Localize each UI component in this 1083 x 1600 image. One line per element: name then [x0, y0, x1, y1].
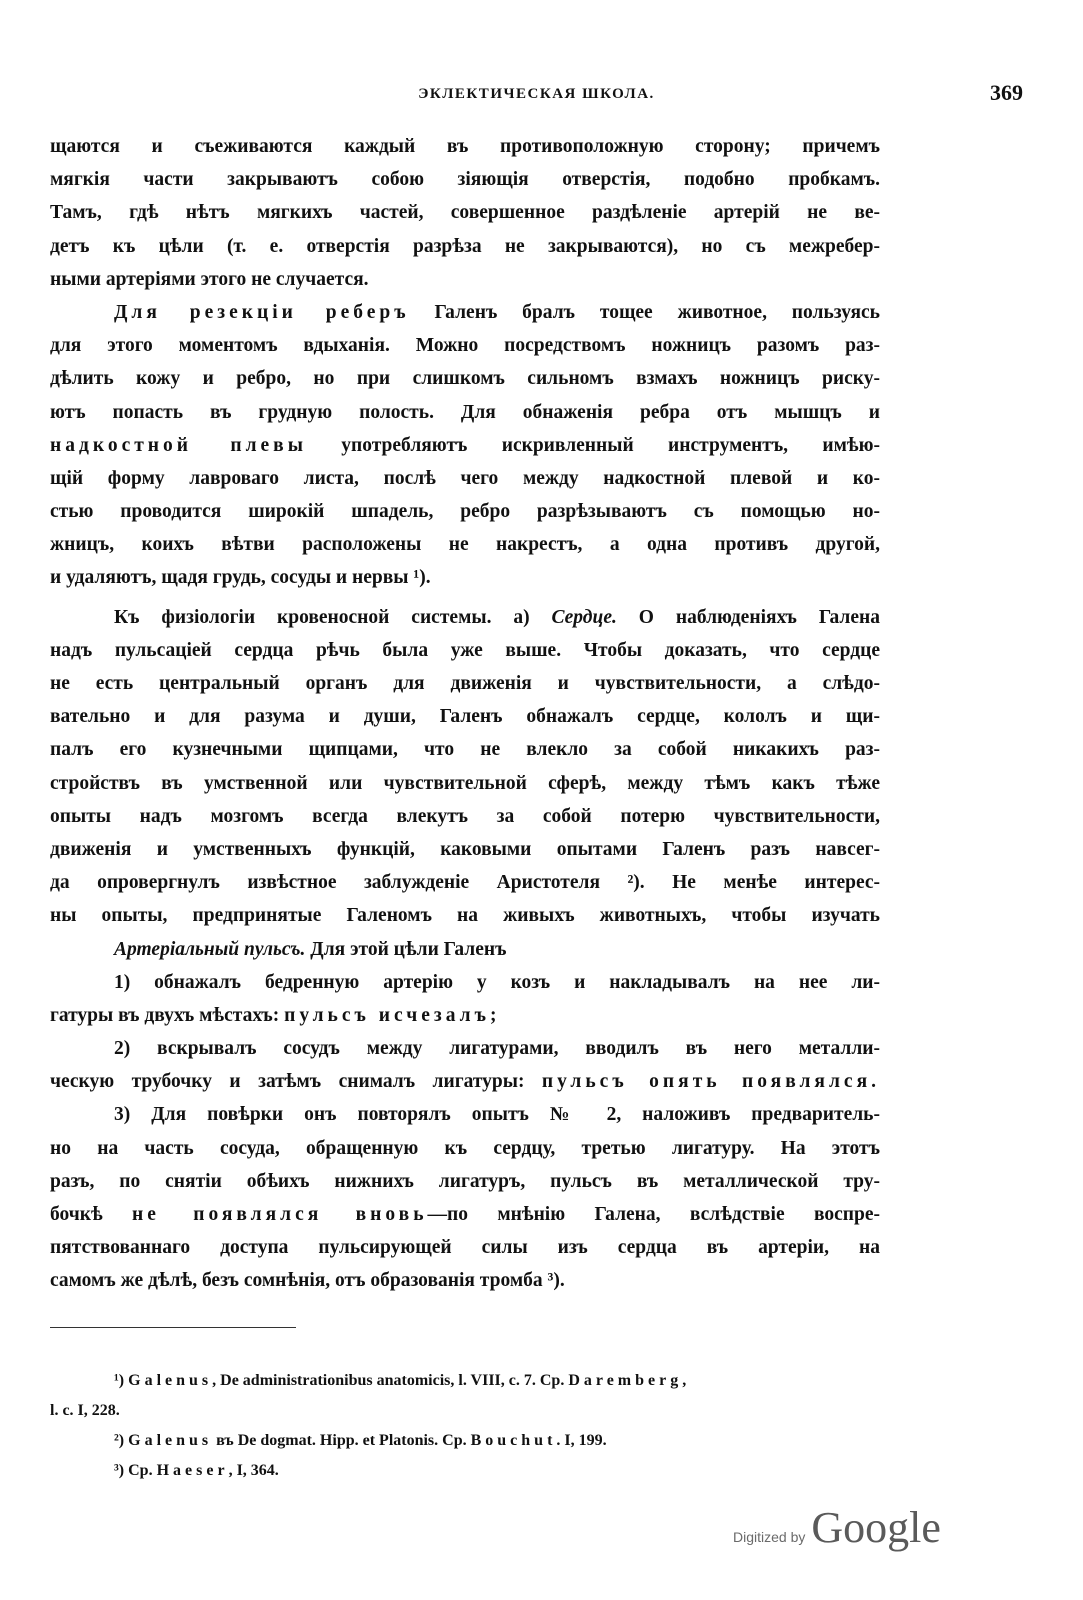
digitized-watermark — [733, 1502, 941, 1562]
text-line: Для резекціи реберъ Галенъ бралъ тощее животное, пользуясь — [114, 301, 880, 323]
text-line: ными артеріями этого не случается. — [50, 268, 369, 290]
google-logo: Google — [811, 1503, 941, 1552]
text-line: надъ пульсаціей сердца рѣчь была уже выше. Чтобы доказать, что сердце — [50, 639, 880, 661]
footnote-2: ²) Galenus въ De dogmat. Hipp. et Platonis. Cp. Bouchut. I, 199. — [114, 1432, 607, 1449]
text-line: Къ физіологіи кровеносной системы. а) Сердце. О наблюденіяхъ Галена — [114, 606, 880, 628]
text-line: Артеріальный пульсъ. Для этой цѣли Галенъ — [114, 938, 507, 960]
spaced-term: надкостной плевы — [50, 434, 307, 456]
text-line: щаются и съеживаются каждый въ противоположную сторону; причемъ — [50, 136, 880, 157]
italic-term: Артеріальный пульсъ. — [114, 938, 306, 960]
text-line: ны опыты, предпринятые Галеномъ на живыхъ животныхъ, чтобы изучать — [50, 905, 880, 927]
watermark-prefix: Digitized by — [733, 1529, 806, 1545]
text-line: 3) Для повѣрки онъ повторялъ опытъ № 2, наложивъ предваритель- — [114, 1104, 880, 1126]
text-line: да опровергнулъ извѣстное заблужденіе Аристотеля ²). Не менѣе интерес- — [50, 872, 880, 894]
text-line: движенія и умственныхъ функцій, каковыми опытами Галенъ разъ навсег- — [50, 838, 880, 860]
footnotes — [50, 1366, 880, 1486]
text-line: вательно и для разума и души, Галенъ обнажалъ сердце, кололъ и щи- — [50, 706, 880, 728]
text-line: бочкѣ не появлялся вновь—по мнѣнію Галена, вслѣдствіе воспре- — [50, 1204, 880, 1225]
text-line: пятствованнаго доступа пульсирующей силы изъ сердца въ артеріи, на — [50, 1237, 880, 1259]
footnote-1-continued: l. c. I, 228. — [50, 1402, 120, 1419]
text-line: самомъ же дѣлѣ, безъ сомнѣнія, отъ образованія тромба ³). — [50, 1270, 565, 1292]
spaced-term: Для резекціи реберъ — [114, 301, 410, 323]
text-line: не есть центральный органъ для движенія и чувствительности, а слѣдо- — [50, 673, 880, 694]
text-line: детъ къ цѣли (т. е. отверстія разрѣза не закрываются), но съ межребер- — [50, 235, 880, 257]
page-header — [50, 76, 1023, 110]
text-line: Тамъ, гдѣ нѣтъ мягкихъ частей, совершенное раздѣленіе артерій не ве- — [50, 202, 880, 224]
spaced-term: пульсъ исчезалъ; — [284, 1004, 501, 1026]
text-line: 1) обнажалъ бедренную артерію у козъ и накладывалъ на нее ли- — [114, 971, 880, 993]
spaced-term: не появлялся вновь — [132, 1204, 428, 1225]
text-line: стью проводится широкій шпадель, ребро разрѣзываютъ съ помощью но- — [50, 501, 880, 523]
text-line: ческую трубочку и затѣмъ снималъ лигатуры: пульсъ опять появлялся. — [50, 1071, 880, 1093]
text-line: щій форму лавроваго листа, послѣ чего между надкостной плевой и ко- — [50, 467, 880, 489]
page-number: 369 — [990, 80, 1023, 105]
footnote-3: ³) Cp. Haeser, I, 364. — [114, 1462, 279, 1479]
text-line: надкостной плевы употребляютъ искривленный инструментъ, имѣю- — [50, 434, 880, 456]
main-text — [50, 130, 880, 1298]
text-line: для этого моментомъ вдыханія. Можно посредствомъ ножницъ разомъ раз- — [50, 335, 880, 357]
text-line: разъ, по снятіи обѣихъ нижнихъ лигатуръ, пульсъ въ металлической тру- — [50, 1170, 880, 1192]
text-line: дѣлить кожу и ребро, но при слишкомъ сильномъ взмахъ ножницъ риску- — [50, 368, 880, 390]
spaced-term: пульсъ опять появлялся. — [541, 1071, 880, 1093]
footnote-1: ¹) Galenus, De administrationibus anatomicis, l. VIII, c. 7. Cp. Daremberg, — [114, 1372, 687, 1389]
text-line: и удаляютъ, щадя грудь, сосуды и нервы ¹). — [50, 567, 431, 589]
section-heading: Къ физіологіи кровеносной системы. — [114, 606, 492, 628]
text-line: жницъ, коихъ вѣтви расположены не накрестъ, а одна противъ другой, — [50, 534, 880, 556]
text-line: опыты надъ мозгомъ всегда влекутъ за собой потерю чувствительности, — [50, 805, 880, 827]
text-line: ютъ попасть въ грудную полость. Для обнаженія ребра отъ мышцъ и — [50, 401, 880, 423]
text-line: но на часть сосуда, обращенную къ сердцу, третью лигатуру. На этотъ — [50, 1137, 880, 1159]
text-line: гатуры въ двухъ мѣстахъ: пульсъ исчезалъ; — [50, 1004, 501, 1026]
text-line: мягкія части закрываютъ собою зіяющія отверстія, подобно пробкамъ. — [50, 169, 880, 191]
text-line: палъ его кузнечными щипцами, что не влекло за собой никакихъ раз- — [50, 739, 880, 761]
running-title: ЭКЛЕКТИЧЕСКАЯ ШКОЛА. — [418, 86, 655, 102]
footnote-rule — [50, 1327, 296, 1328]
text-line: стройствъ въ умственной или чувствительной сферѣ, между тѣмъ какъ тѣже — [50, 772, 880, 794]
text-line: 2) вскрывалъ сосудъ между лигатурами, вводилъ въ него металли- — [114, 1038, 880, 1060]
